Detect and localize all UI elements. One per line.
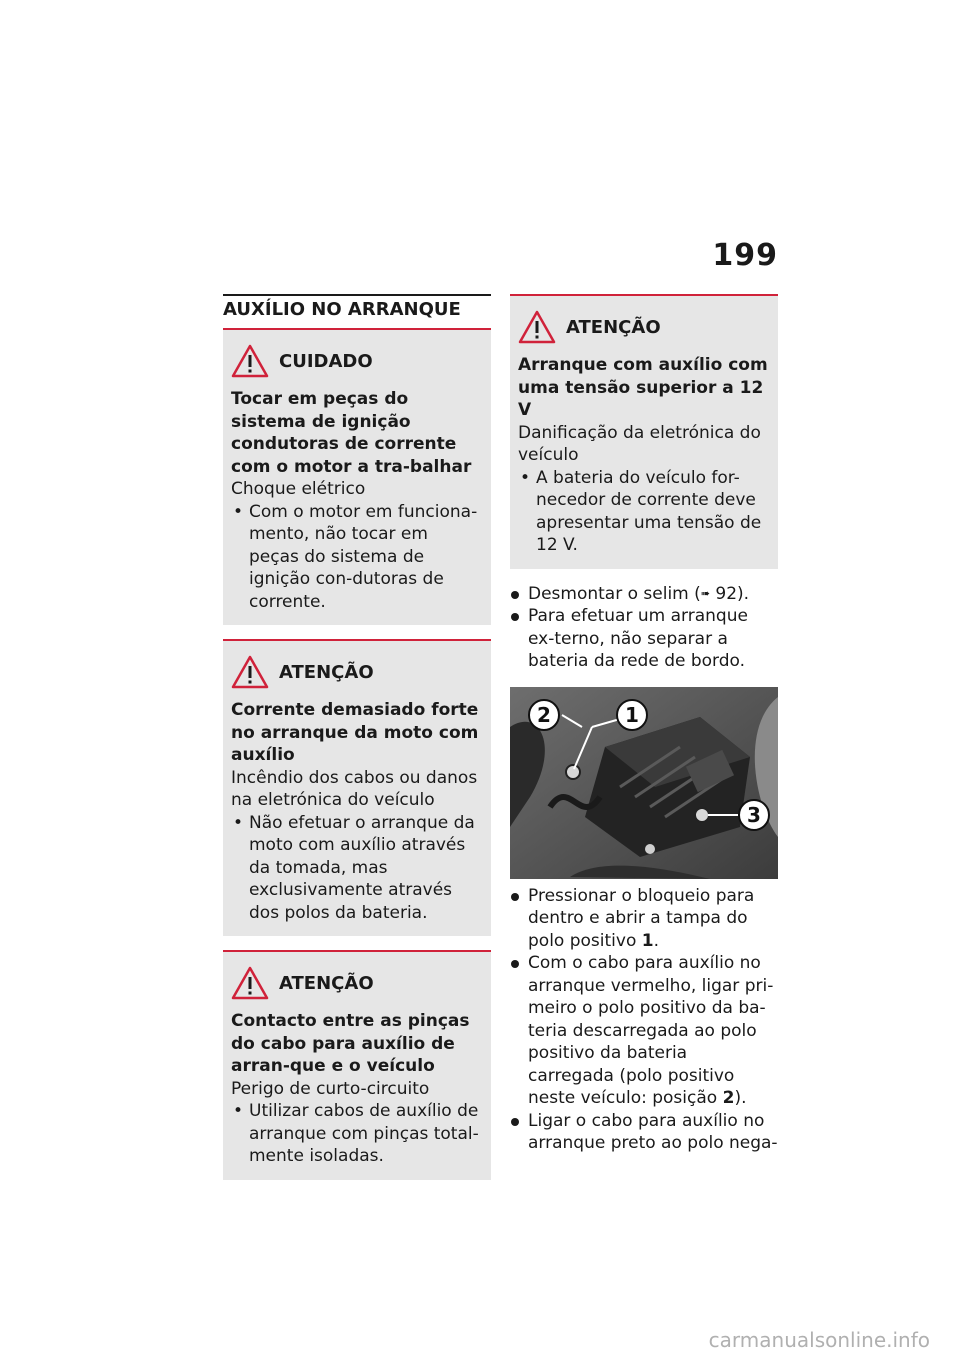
attention-box (223, 639, 491, 936)
step-item: Ligar o cabo para auxílio no arranque preto ao polo nega- (510, 1110, 778, 1155)
right-column (510, 294, 778, 1155)
box-label: ATENÇÃO (566, 316, 661, 338)
callout-label: 2 (537, 702, 551, 727)
position-number: 2 (722, 1088, 735, 1108)
warning-triangle-icon (231, 966, 269, 1000)
step-text: ). (737, 583, 750, 604)
warning-triangle-icon (231, 344, 269, 378)
box-title: Arranque com auxílio com uma tensão superior a 12 V (518, 355, 768, 420)
left-column (223, 294, 491, 1194)
box-text: Danificação da eletrónica do veículo (518, 422, 761, 465)
callout-label: 1 (625, 702, 639, 727)
box-label: ATENÇÃO (279, 661, 374, 683)
callout-1 (617, 700, 647, 730)
callout-3 (739, 800, 769, 830)
list-item: • Com o motor em funciona-mento, não tocar em peças do sistema de ignição con-dutoras de corrente. (231, 501, 483, 614)
reference-arrow-icon: ➠ (700, 586, 710, 600)
warning-triangle-icon (231, 655, 269, 689)
step-item: Pressionar o bloqueio para dentro e abrir a tampa do polo positivo 1. (510, 885, 778, 953)
warning-triangle-icon (518, 310, 556, 344)
battery-illustration (510, 687, 778, 879)
attention-box (510, 294, 778, 569)
box-text: Choque elétrico (231, 479, 366, 499)
step-item: Com o cabo para auxílio no arranque vermelho, ligar pri-meiro o polo positivo da ba-teria descarregada ao polo positivo da bateria carregada (polo positivo neste veículo: posição 2). (510, 952, 778, 1110)
steps-list (510, 583, 778, 673)
list-item: • Não efetuar o arranque da moto com auxílio através da tomada, mas exclusivamente através dos polos da bateria. (231, 812, 483, 925)
box-label: ATENÇÃO (279, 972, 374, 994)
box-label: CUIDADO (279, 350, 373, 372)
step-text: Desmontar o selim ( (528, 583, 701, 604)
box-title: Tocar em peças do sistema de ignição condutoras de corrente com o motor a tra-balhar (231, 389, 472, 477)
list-item: • A bateria do veículo for-necedor de corrente deve apresentar uma tensão de 12 V. (518, 467, 770, 557)
watermark: carmanualsonline.info (708, 1328, 930, 1352)
list-item: • Utilizar cabos de auxílio de arranque com pinças total-mente isoladas. (231, 1100, 483, 1168)
battery-photo (510, 687, 778, 879)
box-title: Contacto entre as pinças do cabo para auxílio de arran-que e o veículo (231, 1011, 470, 1076)
box-list (231, 812, 483, 925)
callout-label: 3 (747, 802, 761, 827)
box-list (231, 501, 483, 614)
box-text: Perigo de curto-circuito (231, 1078, 430, 1099)
page-number: 199 (712, 238, 778, 273)
box-title: Corrente demasiado forte no arranque da moto com auxílio (231, 700, 479, 765)
section-title: AUXÍLIO NO ARRANQUE (223, 294, 491, 328)
page-reference[interactable]: 92 (715, 583, 738, 604)
box-list (231, 1100, 483, 1168)
caution-box (223, 328, 491, 625)
attention-box (223, 950, 491, 1180)
box-list (518, 467, 770, 557)
callout-2 (529, 700, 559, 730)
step-item: Para efetuar um arranque ex-terno, não separar a bateria da rede de bordo. (510, 605, 778, 673)
box-text: Incêndio dos cabos ou danos na eletrónica do veículo (231, 767, 478, 810)
step-item (510, 583, 778, 606)
steps-list (510, 885, 778, 1155)
position-number: 1 (641, 930, 654, 951)
